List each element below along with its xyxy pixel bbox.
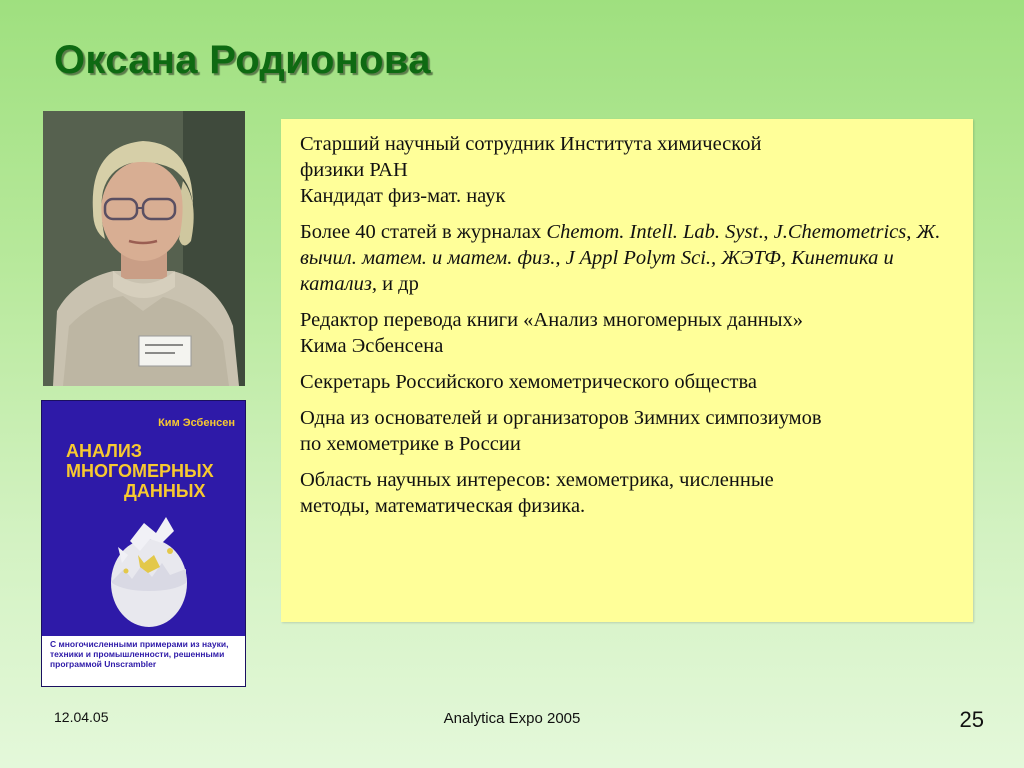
bio-position — [300, 131, 957, 209]
bio-text: , — [906, 221, 917, 243]
journal-name: J.Chemometrics — [773, 221, 907, 243]
book-title-line: МНОГОМЕРНЫХ — [66, 461, 214, 481]
bio-publications — [300, 219, 957, 297]
bio-founder — [300, 405, 957, 457]
bio-text-line: Редактор перевода книги «Анализ многомерных данных» — [300, 309, 804, 331]
page-number: 25 — [959, 707, 984, 732]
book-title — [62, 441, 242, 501]
bio-text-line: Одна из основателей и организаторов Зимних симпозиумов — [300, 407, 822, 429]
bio-text: Более 40 статей в журналах — [300, 221, 547, 243]
book-footer-line: программой Unscrambler — [50, 659, 157, 669]
book-title-line: АНАЛИЗ — [66, 441, 143, 461]
slide-title: Оксана Родионова — [54, 38, 431, 82]
bio-secretary: Секретарь Российского хемометрического общества — [300, 371, 757, 393]
bio-text-line: Кандидат физ-мат. наук — [300, 185, 506, 207]
bio-panel — [281, 119, 973, 622]
book-cover-image — [41, 400, 246, 687]
book-title-line: ДАННЫХ — [124, 481, 206, 501]
book-footer — [42, 633, 245, 686]
footer-date: 12.04.05 — [54, 709, 109, 725]
bio-text-line: методы, математическая физика. — [300, 495, 586, 517]
bio-text-line: по хемометрике в России — [300, 433, 521, 455]
egg-illustration-icon — [104, 511, 194, 629]
bio-text-line: Область научных интересов: хемометрика, численные — [300, 469, 774, 491]
bio-text: и др — [376, 273, 419, 295]
footer-event: Analytica Expo 2005 — [443, 710, 581, 727]
book-author: Ким Эсбенсен — [158, 417, 235, 429]
book-footer-line: С многочисленными примерами из науки, — [50, 639, 229, 649]
journal-name: Ж. вычил. матем. и матем. физ., J Appl Polym Sci., ЖЭТФ, Кинетика и катализ, — [300, 221, 941, 295]
portrait-photo — [43, 111, 245, 386]
bio-text-line: Кима Эсбенсена — [300, 335, 444, 357]
journal-name: Chemom. Intell. Lab. Syst — [546, 221, 759, 243]
bio-editor — [300, 307, 957, 359]
bio-text: ., — [758, 221, 774, 243]
bio-interests — [300, 467, 957, 519]
bio-text-line: Старший научный сотрудник Института химической — [300, 133, 762, 155]
book-footer-line: техники и промышленности, решенными — [50, 649, 225, 659]
bio-text-line: физики РАН — [300, 159, 408, 181]
